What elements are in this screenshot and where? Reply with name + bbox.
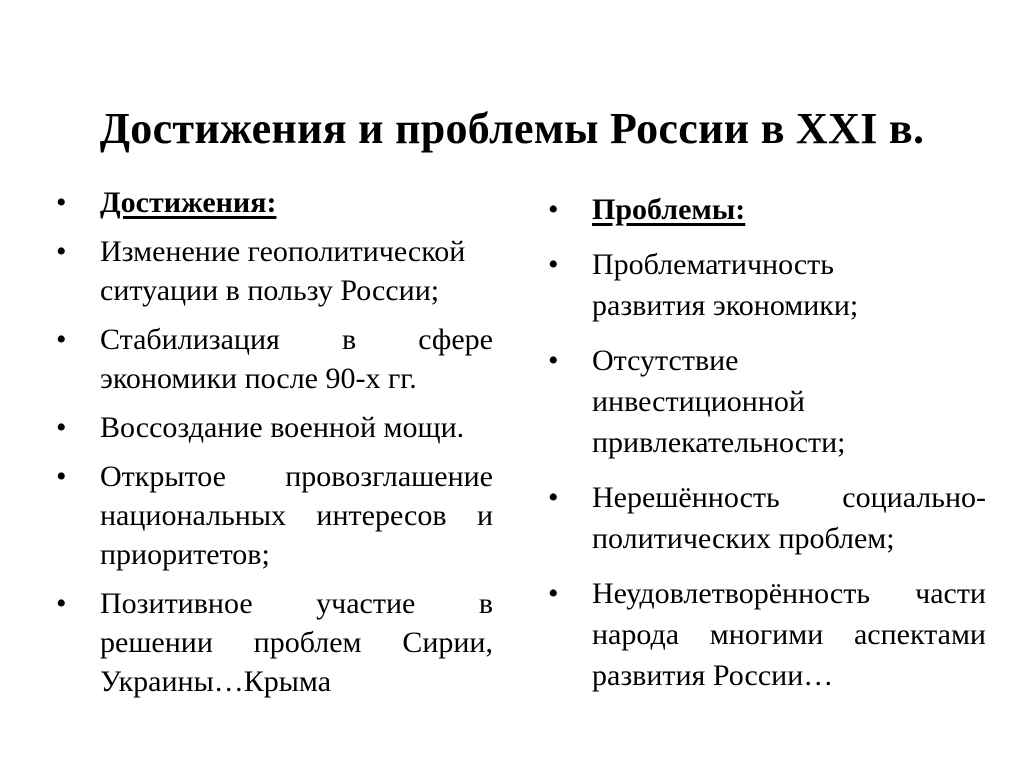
achievement-text: Открытое провозглашение национальных интересов и приоритетов; <box>100 460 493 571</box>
bullet-icon: • <box>548 248 559 281</box>
list-item <box>548 244 986 326</box>
achievement-text: Стабилизация в сфере экономики после 90-х гг. <box>100 323 493 395</box>
list-item <box>56 457 493 574</box>
bullet-icon: • <box>548 193 559 226</box>
problem-text: Проблематичность развития экономики; <box>592 248 859 322</box>
achievements-heading: Достижения: <box>100 186 277 219</box>
problem-text: Отсутствие инвестиционной привлекательности; <box>592 344 846 459</box>
list-item <box>56 584 493 701</box>
bullet-icon: • <box>56 411 67 444</box>
achievements-heading-item <box>56 183 493 222</box>
problem-text: Нерешённость социально-политических проблем; <box>592 481 986 555</box>
slide-title: Достижения и проблемы России в XXI в. <box>99 104 925 153</box>
list-item <box>548 340 986 463</box>
list-item <box>548 477 986 559</box>
list-item <box>56 408 493 447</box>
problems-list <box>548 189 986 710</box>
achievement-text: Изменение геополитической ситуации в пользу России; <box>100 235 466 307</box>
bullet-icon: • <box>548 577 559 610</box>
bullet-icon: • <box>56 235 67 268</box>
problems-heading: Проблемы: <box>592 193 746 226</box>
bullet-icon: • <box>548 481 559 514</box>
bullet-icon: • <box>56 460 67 493</box>
problem-text: Неудовлетворённость части народа многими аспектами развития России… <box>592 577 986 692</box>
list-item <box>56 232 493 310</box>
achievement-text: Позитивное участие в решении проблем Сирии, Украины…Крыма <box>100 587 493 698</box>
bullet-icon: • <box>56 186 67 219</box>
achievement-text: Воссоздание военной мощи. <box>100 411 465 444</box>
achievements-list <box>56 183 493 711</box>
problems-heading-item <box>548 189 986 230</box>
bullet-icon: • <box>548 344 559 377</box>
bullet-icon: • <box>56 323 67 356</box>
bullet-icon: • <box>56 587 67 620</box>
list-item <box>548 573 986 696</box>
list-item <box>56 320 493 398</box>
